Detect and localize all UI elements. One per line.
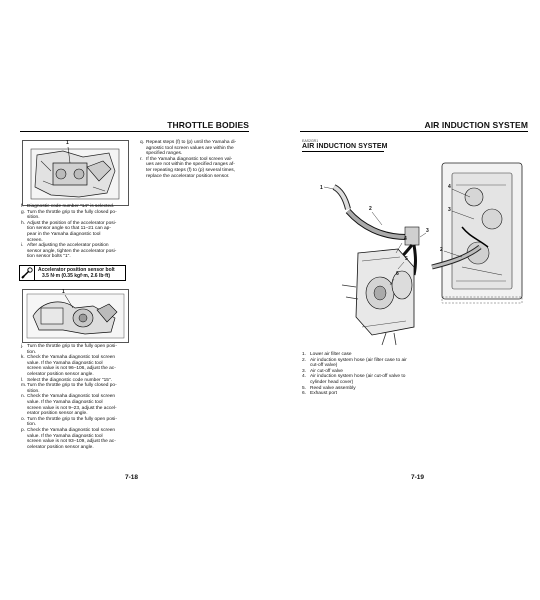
step-label: q.: [140, 140, 145, 145]
step-text: Turn the throttle grip to the fully closed po-: [27, 209, 117, 215]
torque-title: Accelerator position sensor bolt: [38, 267, 115, 273]
section-underline: [302, 151, 384, 152]
step-label: n.: [21, 394, 26, 400]
throttle-body-figure-top: [22, 140, 129, 206]
step-text: screen value is not 9–23, adjust the accel-: [27, 405, 117, 411]
step-text: sensor angle, tighten the accelerator posi-: [27, 248, 117, 254]
step-text: sition.: [27, 388, 40, 394]
page-number: 7-18: [125, 474, 139, 481]
step-text: sition.: [27, 215, 40, 221]
step-text: tion sensor bolts "1".: [27, 254, 71, 260]
callout-6: 6: [396, 271, 399, 277]
throttle-body-figure-mid: [22, 289, 129, 343]
step-label: j.: [21, 344, 24, 349]
step-label: m.: [21, 383, 27, 389]
step-text: value. If the Yamaha diagnostic tool: [27, 360, 103, 366]
step-label: l.: [21, 377, 24, 383]
header-rule: [300, 131, 528, 132]
step-text: Turn the throttle grip to the fully closed po-: [27, 383, 117, 389]
legend-text: cylinder head cover): [310, 379, 354, 385]
step-text: If the Yamaha diagnostic tool screen val-: [146, 156, 233, 162]
step-text: Diagnostic code number "14" is selected.: [27, 204, 115, 209]
legend-number: 5.: [302, 385, 307, 391]
step-text: screen value is not 93–109, adjust the ac-: [27, 439, 116, 445]
step-label: o.: [21, 416, 26, 422]
callout-2: 2: [369, 206, 372, 212]
callout-1: 1: [66, 140, 69, 146]
air-induction-diagram: [302, 157, 528, 347]
section-tag: EAS2GR1: [302, 139, 319, 143]
step-label: h.: [21, 220, 26, 226]
torque-value: 3.5 N·m (0.35 kgf·m, 2.6 lb·ft): [42, 273, 111, 279]
step-label: r.: [140, 156, 143, 162]
step-text: Repeat steps (f) to (p) until the Yamaha di-: [146, 140, 237, 145]
step-text: tion.: [27, 349, 37, 355]
step-text: screen.: [27, 237, 43, 243]
step-text: value. If the Yamaha diagnostic tool: [27, 399, 103, 405]
step-label: i.: [21, 243, 24, 249]
legend-text: cut-off valve): [310, 363, 338, 369]
legend-text: Reed valve assembly: [310, 385, 356, 391]
step-text: screen value is not 96–106, adjust the ac-: [27, 366, 116, 372]
legend-text: Exhaust port: [310, 391, 337, 397]
callout-4: 4: [404, 236, 407, 242]
step-text: Check the Yamaha diagnostic tool screen: [27, 428, 116, 433]
step-label: g.: [21, 209, 26, 215]
callout-2b: 2: [440, 247, 443, 253]
legend-number: 3.: [302, 368, 307, 374]
callout-5: 5: [405, 256, 408, 262]
step-text: Turn the throttle grip to the fully open posi-: [27, 344, 117, 349]
step-text: Check the Yamaha diagnostic tool screen: [27, 355, 116, 361]
step-text: replace the accelerator position sensor.: [146, 173, 230, 179]
step-label: f.: [21, 204, 24, 209]
step-text: tion sensor angle so that 11–21 can ap-: [27, 226, 111, 232]
step-text: Adjust the position of the accelerator posi-: [27, 220, 117, 226]
header-rule: [20, 131, 249, 132]
step-text: erator position sensor angle.: [27, 411, 88, 417]
step-text: ter repeating steps (f) to (p) several times,: [146, 167, 236, 173]
legend-text: Lower air filter case: [310, 352, 352, 357]
torque-spec-box: [19, 265, 126, 281]
step-text: specified ranges.: [146, 151, 183, 157]
torque-wrench-icon: [20, 266, 35, 280]
step-text: celerator position sensor angle.: [27, 444, 94, 450]
step-text: tion.: [27, 422, 37, 428]
step-text: Turn the throttle grip to the fully open posi-: [27, 416, 117, 422]
legend-text: Air induction system hose (air filter case to air: [310, 357, 407, 363]
page-header: AIR INDUCTION SYSTEM: [424, 120, 528, 130]
page-number-right: 7-19: [411, 474, 425, 481]
callout-1: 1: [320, 185, 323, 191]
legend-number: 2.: [302, 357, 307, 363]
step-text: After adjusting the accelerator position: [27, 243, 109, 249]
step-text: value. If the Yamaha diagnostic tool: [27, 433, 103, 439]
legend-text: Air cut-off valve: [310, 368, 343, 374]
callout-1: 1: [62, 289, 65, 295]
callout-3: 3: [426, 228, 429, 234]
legend-number: 1.: [302, 352, 307, 357]
callout-4b: 4: [448, 184, 451, 190]
legend-text: Air induction system hose (air cut-off valve to: [310, 374, 406, 380]
legend-number: 6.: [302, 391, 307, 397]
legend-number: 4.: [302, 374, 307, 380]
step-text: Select the diagnostic code number "15".: [27, 377, 113, 383]
step-label: k.: [21, 355, 25, 361]
step-text: celerator position sensor angle.: [27, 371, 94, 377]
page-header: THROTTLE BODIES: [167, 120, 249, 130]
step-text: agnostic tool screen values are within the: [146, 145, 234, 151]
step-label: p.: [21, 428, 26, 433]
section-title: AIR INDUCTION SYSTEM: [302, 143, 388, 150]
step-text: ues are not within the specified ranges af-: [146, 162, 235, 168]
step-text: Check the Yamaha diagnostic tool screen: [27, 394, 116, 400]
callout-3b: 3: [448, 207, 451, 213]
step-text: pear in the Yamaha diagnostic tool: [27, 231, 101, 237]
